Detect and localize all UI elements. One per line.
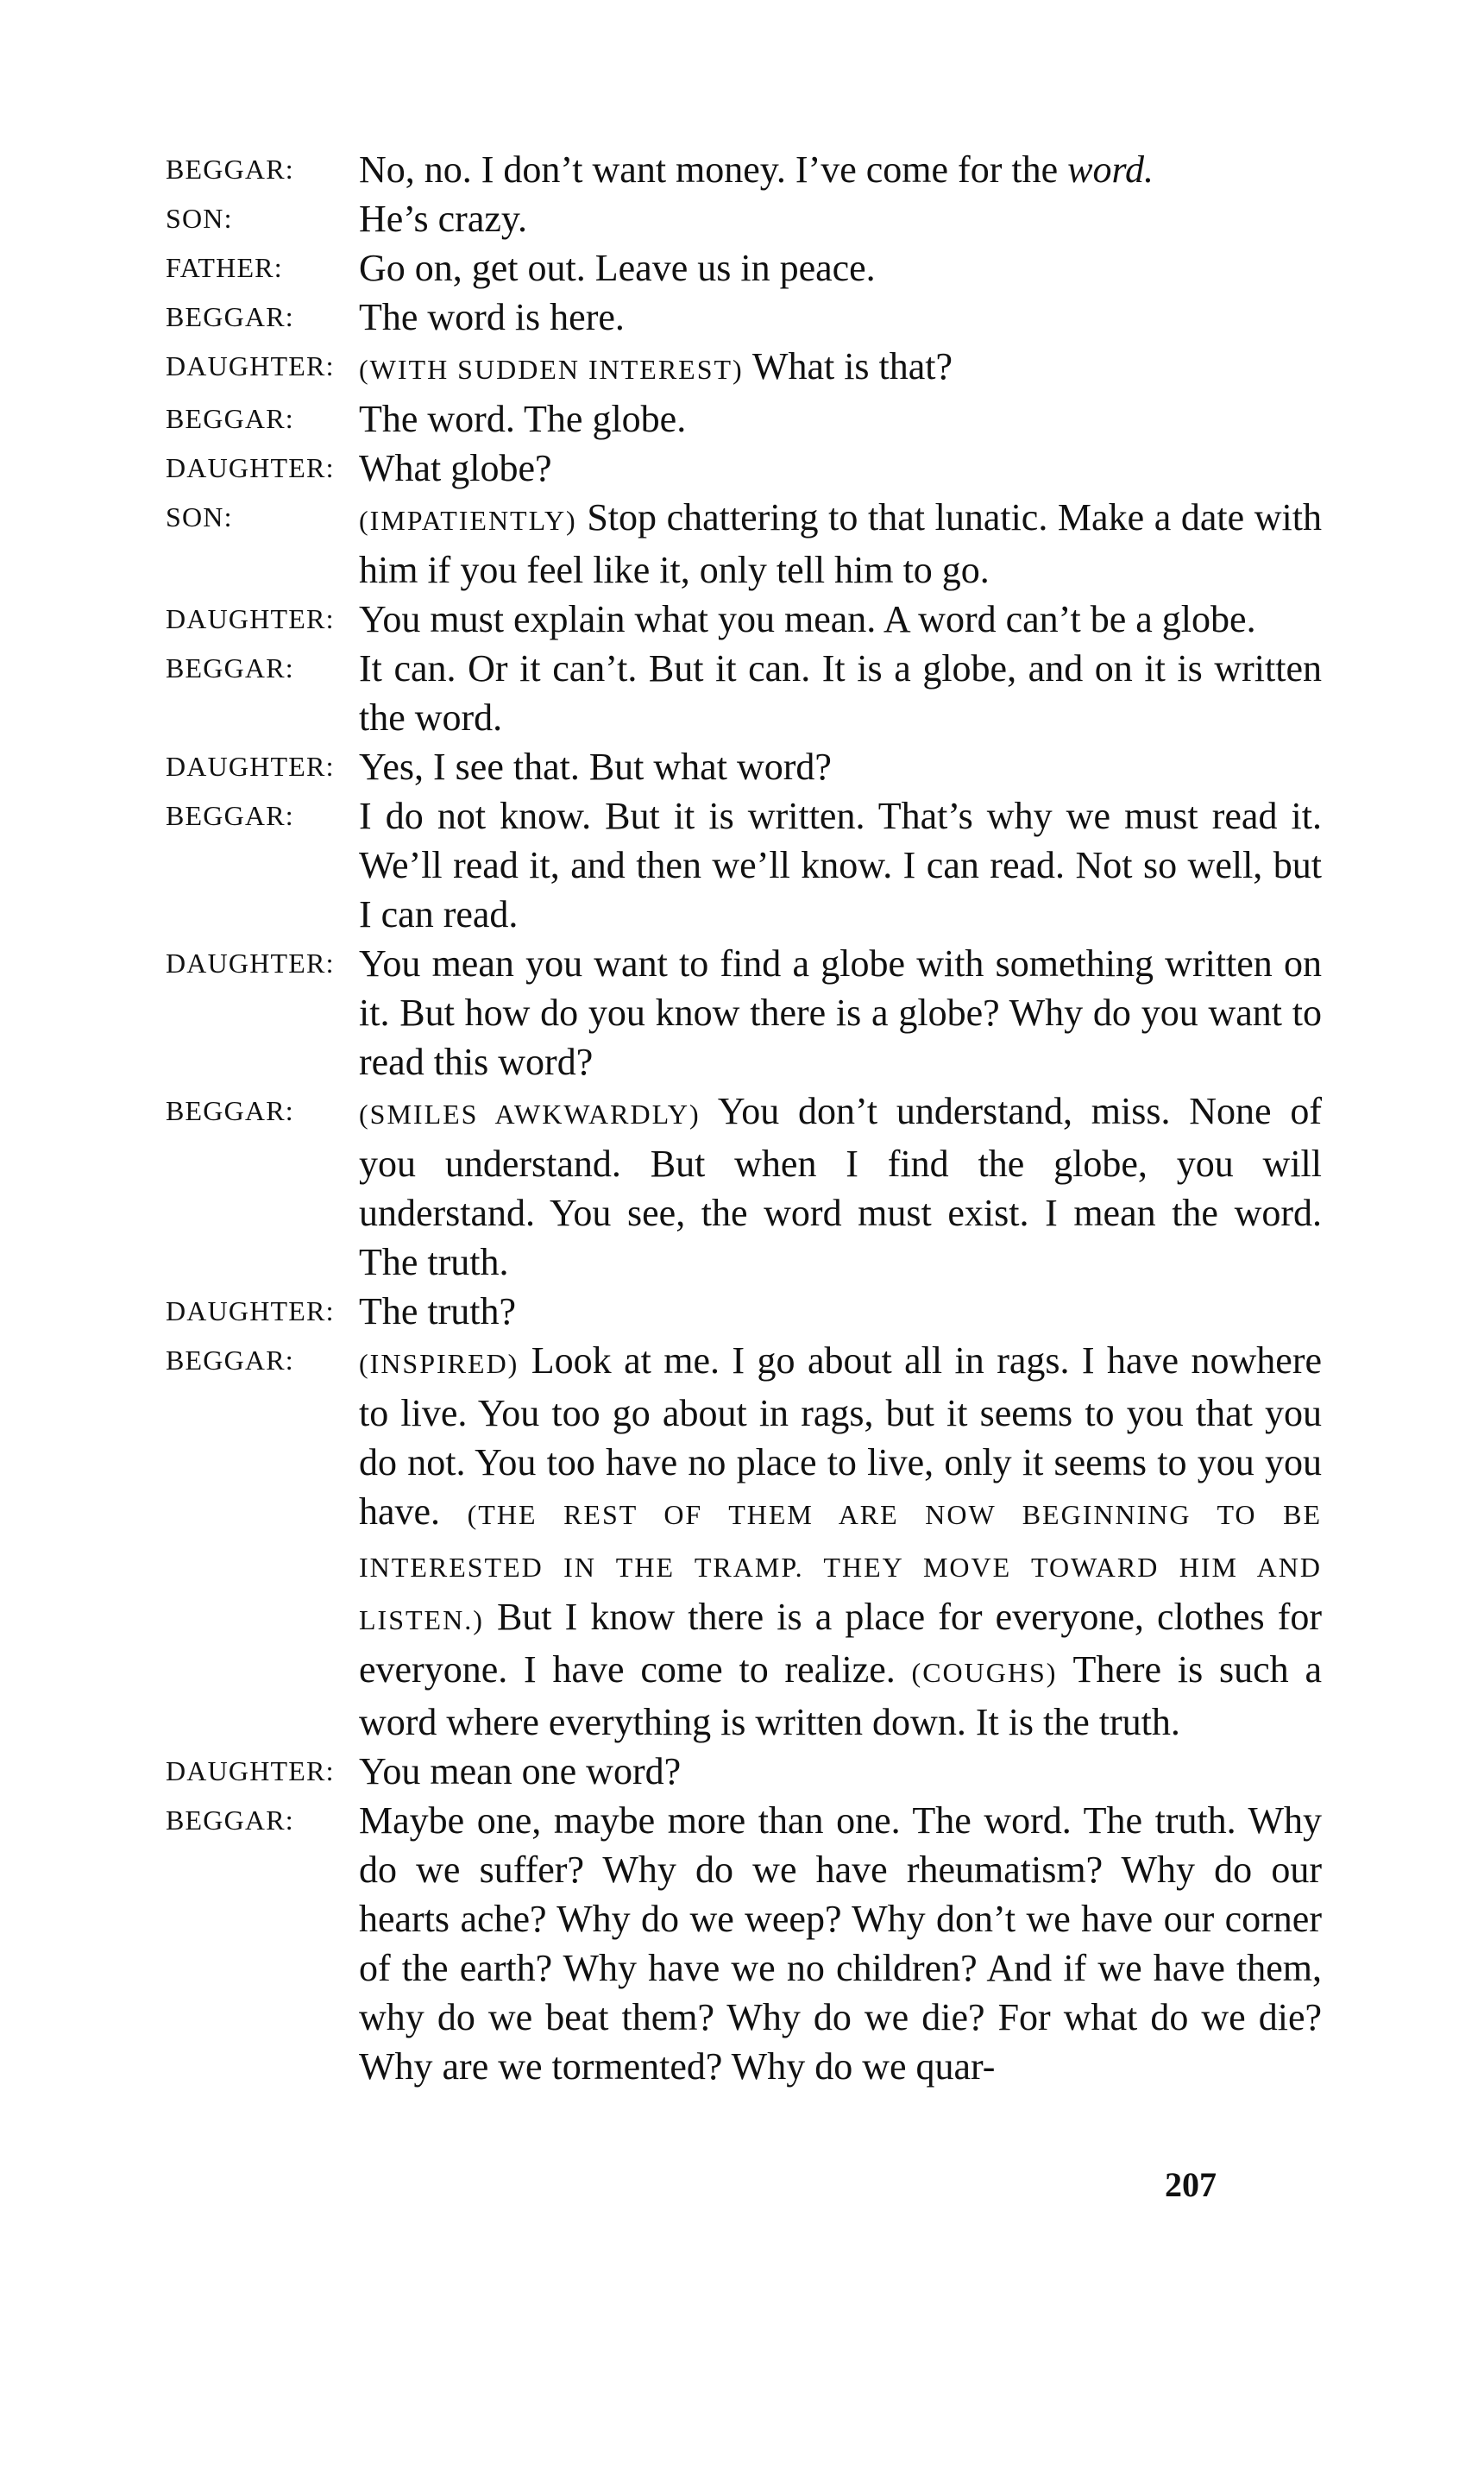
dialogue-entry (166, 644, 1322, 742)
dialogue-entry (166, 791, 1322, 939)
dialogue-entry (166, 394, 1322, 444)
speech-text (359, 1287, 1322, 1336)
page-number: 207 (1165, 2165, 1217, 2204)
dialogue-entry (166, 1747, 1322, 1796)
speech-text (359, 194, 1322, 243)
dialogue-entry (166, 194, 1322, 243)
dialogue-entry (166, 1796, 1322, 2091)
dialogue-entry (166, 342, 1322, 394)
speech-fragment: The truth? (359, 1290, 517, 1332)
speaker-name: DAUGHTER: (166, 350, 335, 381)
speaker-name: BEGGAR: (166, 652, 294, 683)
speech-text (359, 145, 1322, 194)
speaker-name: BEGGAR: (166, 154, 294, 185)
stage-direction: (SMILES AWKWARDLY) (359, 1099, 701, 1130)
speech-fragment: You mean you want to find a globe with something written on it. But how do you know there is a globe? Why do you want to read this word? (359, 942, 1322, 1083)
speech-fragment: There is such a word where everything is written down. It is the truth. (359, 1648, 1322, 1743)
speech-fragment: I do not know. But it is written. That’s why we must read it. We’ll read it, and then we’ll know. I can read. Not so well, but I can read. (359, 795, 1322, 935)
play-dialogue (166, 145, 1322, 2091)
dialogue-entry (166, 1087, 1322, 1287)
speech-text (359, 1747, 1322, 1796)
speaker-name: SON: (166, 501, 233, 532)
speech-fragment: You don’t understand, miss. None of you understand. But when I find the globe, you will understand. You see, the word must exist. I mean the word. The truth. (359, 1090, 1323, 1283)
speaker-name: DAUGHTER: (166, 948, 335, 979)
speech-fragment: What globe? (359, 447, 552, 489)
speaker-name: BEGGAR: (166, 1345, 294, 1376)
speech-text (359, 342, 1322, 394)
emphasized-text: word. (1067, 148, 1154, 191)
speech-fragment: Yes, I see that. But what word? (359, 746, 832, 788)
speech-text (359, 1796, 1322, 2091)
speaker-name: FATHER: (166, 252, 283, 283)
dialogue-entry (166, 444, 1322, 493)
speech-fragment: But I know there is a place for everyone, clothes for everyone. I have come to realize. (359, 1596, 1322, 1691)
speech-fragment: You must explain what you mean. A word can’t be a globe. (359, 598, 1256, 640)
speech-text (359, 1087, 1322, 1287)
speaker-name: DAUGHTER: (166, 1755, 335, 1786)
dialogue-entry (166, 145, 1322, 194)
stage-direction: (IMPATIENTLY) (359, 505, 577, 536)
speech-fragment: No, no. I don’t want money. I’ve come for the (359, 148, 1068, 191)
dialogue-entry (166, 1287, 1322, 1336)
speech-fragment: It can. Or it can’t. But it can. It is a globe, and on it is written the word. (359, 647, 1322, 739)
dialogue-entry (166, 595, 1322, 644)
speech-text (359, 644, 1322, 742)
speech-text (359, 493, 1322, 595)
speaker-name: SON: (166, 203, 233, 234)
speaker-name: DAUGHTER: (166, 751, 335, 782)
speech-fragment: Maybe one, maybe more than one. The word. The truth. Why do we suffer? Why do we have rheumatism? Why do our hearts ache? Why do we weep? Why don’t we have our corner of the earth? Why have we no children? And if we have them, why do we beat them? Why do we die? For what do we die? Why are we tormented? Why do we quar- (359, 1799, 1322, 2088)
dialogue-entry (166, 493, 1322, 595)
speech-text (359, 595, 1322, 644)
speech-fragment: The word is here. (359, 296, 625, 338)
speech-fragment: You mean one word? (359, 1750, 682, 1792)
speech-text (359, 742, 1322, 791)
stage-direction: (INSPIRED) (359, 1348, 519, 1379)
speaker-name: DAUGHTER: (166, 1295, 335, 1326)
speech-fragment: Stop chattering to that lunatic. Make a date with him if you feel like it, only tell him to go. (359, 496, 1322, 591)
speech-text (359, 444, 1322, 493)
speech-fragment: What is that? (743, 345, 953, 387)
dialogue-entry (166, 742, 1322, 791)
dialogue-entry (166, 293, 1322, 342)
speech-fragment: The word. The globe. (359, 398, 687, 440)
speech-text (359, 394, 1322, 444)
speaker-name: BEGGAR: (166, 403, 294, 434)
speech-text (359, 1336, 1322, 1747)
speech-fragment: Look at me. I go about all in rags. I have nowhere to live. You too go about in rags, but it seems to you that you do not. You too have no place to live, only it seems to you you have. (359, 1339, 1322, 1533)
speech-text (359, 791, 1322, 939)
speech-text (359, 293, 1322, 342)
dialogue-entry (166, 243, 1322, 293)
speech-text (359, 243, 1322, 293)
speaker-name: BEGGAR: (166, 301, 294, 332)
speaker-name: BEGGAR: (166, 1095, 294, 1126)
speaker-name: DAUGHTER: (166, 452, 335, 483)
speech-fragment: He’s crazy. (359, 198, 528, 240)
stage-direction: (WITH SUDDEN INTEREST) (359, 354, 744, 385)
stage-direction: (THE REST OF THEM ARE NOW BEGINNING TO BE INTERESTED IN THE TRAMP. THEY MOVE TOWARD HIM AND LISTEN.) (359, 1499, 1322, 1635)
speaker-name: DAUGHTER: (166, 603, 335, 634)
dialogue-entry (166, 1336, 1322, 1747)
speech-fragment: Go on, get out. Leave us in peace. (359, 247, 876, 289)
stage-direction: (COUGHS) (911, 1657, 1058, 1688)
speech-text (359, 939, 1322, 1087)
speaker-name: BEGGAR: (166, 1805, 294, 1836)
dialogue-entry (166, 939, 1322, 1087)
speaker-name: BEGGAR: (166, 800, 294, 831)
